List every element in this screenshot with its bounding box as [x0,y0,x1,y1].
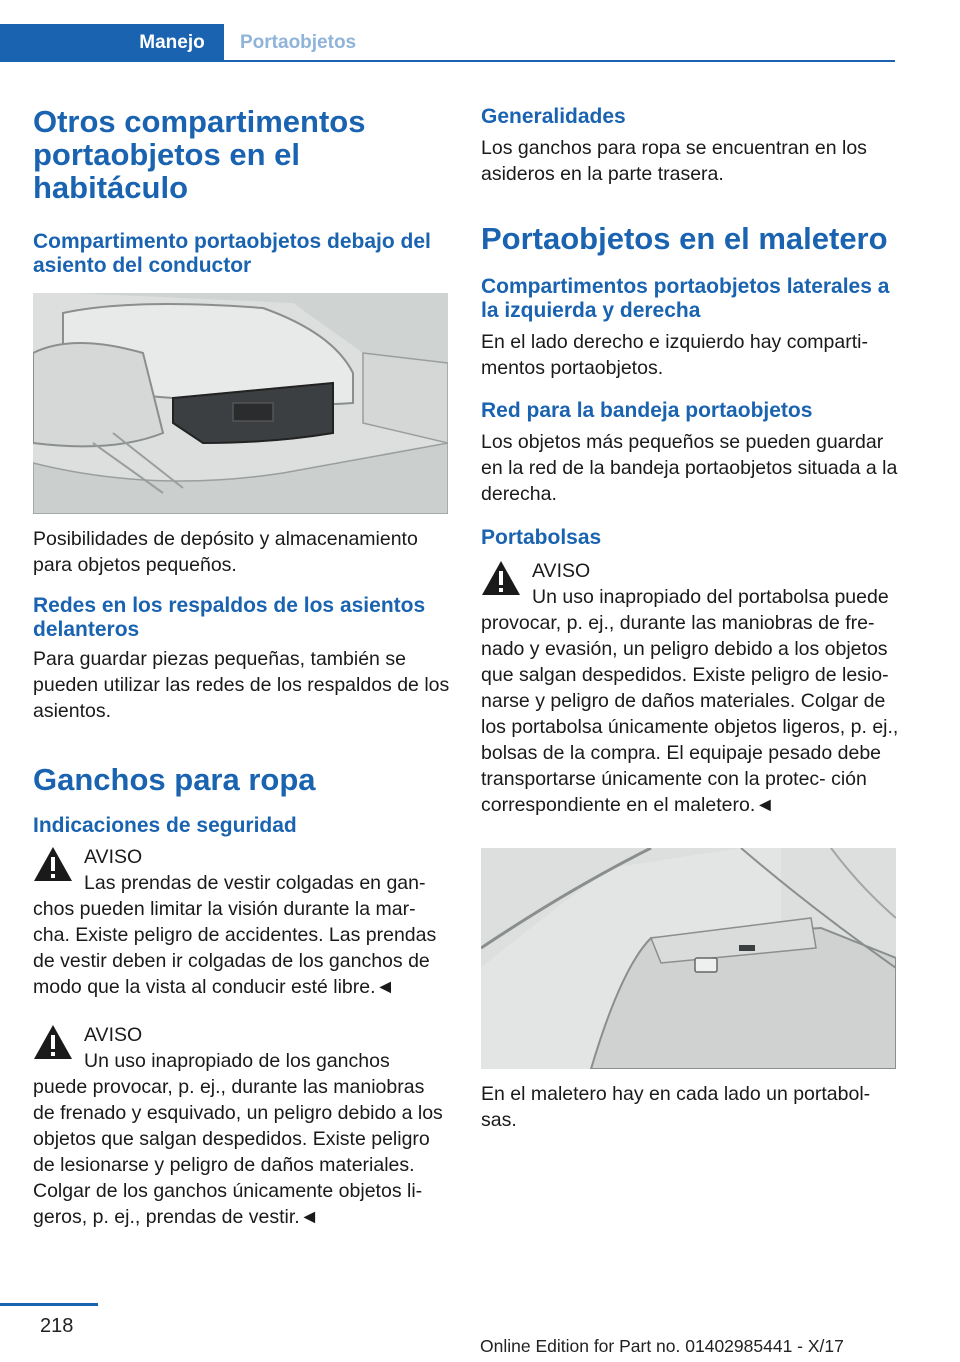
warning-block-2 [33,1022,451,1230]
subtitle-indicaciones-seguridad: Indicaciones de seguridad [33,814,297,837]
left-column [33,98,451,1230]
warning-label: AVISO [84,1024,143,1046]
paragraph-red-bandeja: Los objetos más pequeños se pueden guardar en la red de la bandeja portaobjetos situada a la derecha. [481,431,898,505]
paragraph-posibilidades: Posibilidades de depósito y almacenamiento para objetos pequeños. [33,528,418,576]
warning-label: AVISO [532,560,591,582]
footer-rule [0,1303,98,1306]
subtitle-compartimento-asiento: Compartimento portaobjetos debajo del asiento del conductor [33,230,431,277]
section-title-maletero: Portaobjetos en el maletero [481,221,888,256]
subtitle-redes-respaldos: Redes en los respaldos de los asientos delanteros [33,594,426,641]
subtitle-portabolsas: Portabolsas [481,526,602,549]
section-title-ganchos: Ganchos para ropa [33,762,316,797]
warning-text: provocar, p. ej., durante las maniobras de fre- nado y evasión, un peligro debido a los objetos que salgan despedidos. Existe peligro de lesio- narse y peligro de daños materiales. Colgar de los portabolsa únicamente objetos ligeros, p. ej., bolsas de la compra. El equipaje pesado debe transportarse únicamente con la protec- ción correspondiente en el maletero.◄ [481,612,899,816]
warning-text-first-line: Las prendas de vestir colgadas en gan- [84,872,426,894]
page-number: 218 [40,1315,74,1337]
warning-text-first-line: Un uso inapropiado del portabolsa puede [532,586,889,608]
section-title-otros: Otros compartimentos portaobjetos en el habitáculo [33,104,366,205]
warning-block-3 [481,558,899,818]
tab-manejo[interactable]: Manejo [139,32,205,53]
warning-triangle-icon [481,560,521,596]
trunk-bag-hook-image [481,848,896,1069]
warning-text: chos pueden limitar la visión durante la mar- cha. Existe peligro de accidentes. Las prendas de vestir deben ir colgadas de los ganchos de modo que la vista al conducir esté libre.◄ [33,898,437,998]
warning-triangle-icon [33,1024,73,1060]
paragraph-redes: Para guardar piezas pequeñas, también se pueden utilizar las redes de los respaldos de los asientos. [33,648,450,722]
right-column [481,98,899,1133]
tab-portaobjetos[interactable]: Portaobjetos [240,32,357,53]
seat-storage-image [33,293,448,514]
warning-text-first-line: Un uso inapropiado de los ganchos [84,1050,390,1072]
paragraph-portabolsas-final: En el maletero hay en cada lado un portabol- sas. [481,1083,871,1131]
subtitle-generalidades: Generalidades [481,105,626,128]
warning-triangle-icon [33,846,73,882]
subtitle-compartimentos-laterales: Compartimentos portaobjetos laterales a la izquierda y derecha [481,275,890,322]
subtitle-red-bandeja: Red para la bandeja portaobjetos [481,399,813,422]
warning-block-1 [33,844,451,1000]
warning-text: puede provocar, p. ej., durante las maniobras de frenado y esquivado, un peligro debido a los objetos que salgan despedidos. Existe peligro de lesionarse y peligro de daños materiales. Colgar de los ganchos únicamente objetos li- geros, p. ej., prendas de vestir.◄ [33,1076,443,1228]
warning-label: AVISO [84,846,143,868]
paragraph-laterales: En el lado derecho e izquierdo hay comparti- mentos portaobjetos. [481,331,868,379]
edition-text: Online Edition for Part no. 01402985441 - X/17 [480,1336,844,1356]
paragraph-generalidades: Los ganchos para ropa se encuentran en los asideros en la parte trasera. [481,137,867,185]
